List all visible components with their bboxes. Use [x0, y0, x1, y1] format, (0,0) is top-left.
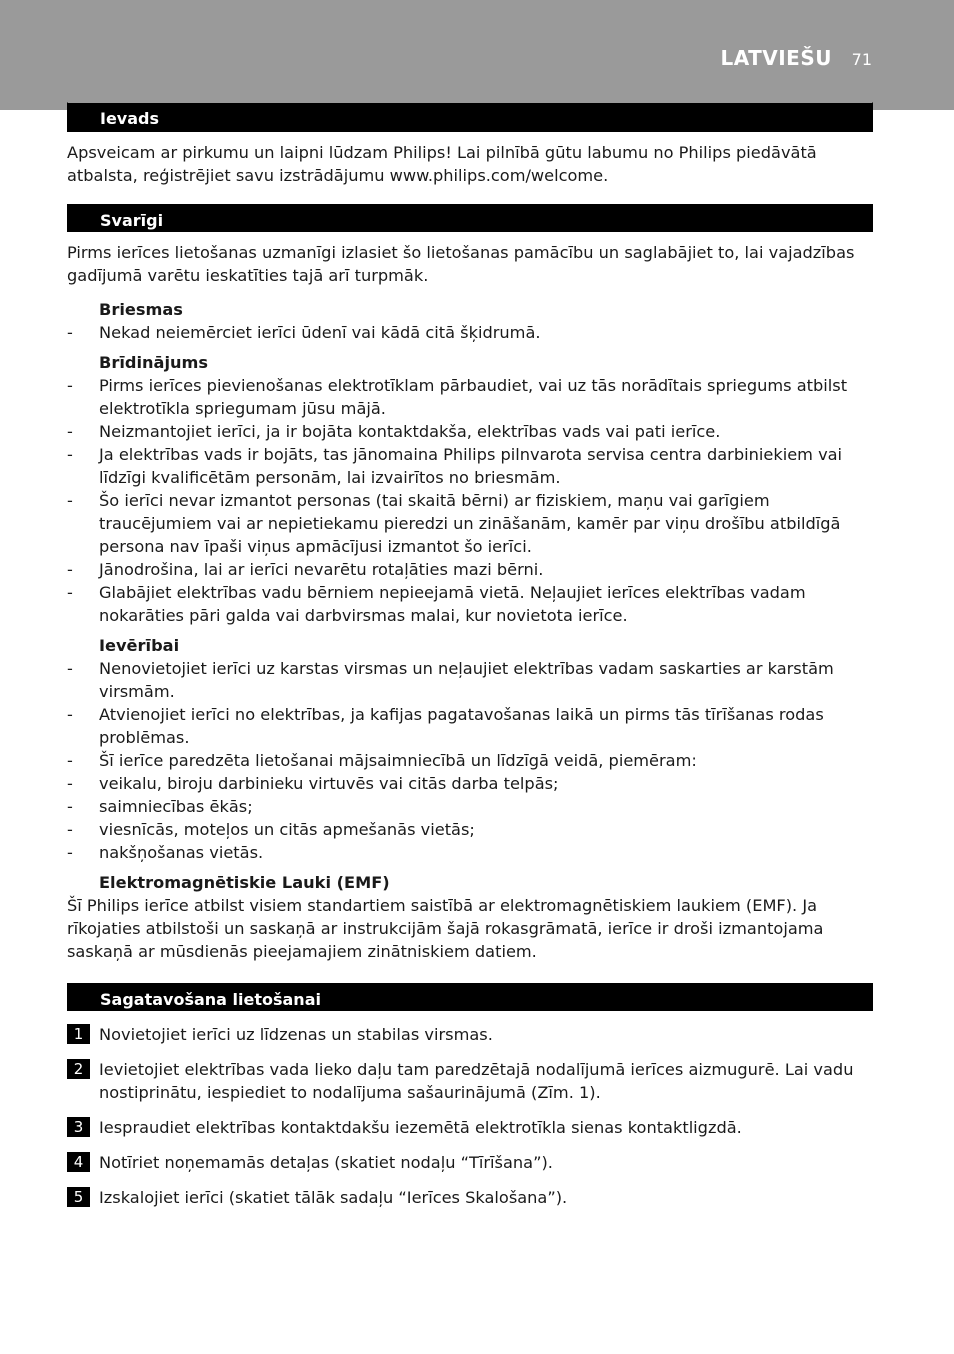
header-bar — [0, 0, 954, 110]
warning-list — [67, 374, 873, 627]
step-number: 4 — [67, 1152, 90, 1172]
list-item: - Neizmantojiet ierīci, ja ir bojāta kontaktdakša, elektrības vads vai pati ierīce. — [67, 422, 721, 441]
page-number: 71 — [851, 50, 872, 69]
list-item: - Šī ierīce paredzēta lietošanai mājsaimniecībā un līdzīgā veidā, piemēram: — [67, 751, 697, 770]
step-number: 1 — [67, 1024, 90, 1044]
danger-heading: Briesmas — [99, 300, 183, 319]
prep-steps — [67, 1023, 873, 1209]
list-item: - Glabājiet elektrības vadu bērniem nepieejamā vietā. Neļaujiet ierīces elektrības vadam nokarāties pāri galda vai darbvirsmas malai, kur novietota ierīce. — [67, 583, 806, 625]
list-item: - Nekad neiemērciet ierīci ūdenī vai kādā citā šķidrumā. — [67, 323, 541, 342]
list-item: - Nenovietojiet ierīci uz karstas virsmas un neļaujiet elektrības vadam saskarties ar karstām virsmām. — [67, 659, 834, 701]
list-item: - Pirms ierīces pievienošanas elektrotīklam pārbaudiet, vai uz tās norādītais spriegums atbilst elektrotīkla spriegumam jūsu mājā. — [67, 376, 848, 418]
list-item: - Ja elektrības vads ir bojāts, tas jānomaina Philips pilnvarota servisa centra darbiniekiem vai līdzīgi kvalificētām personām, lai izvairītos no briesmām. — [67, 445, 843, 487]
list-item: - Atvienojiet ierīci no elektrības, ja kafijas pagatavošanas laikā un pirms tās tīrīšanas rodas problēmas. — [67, 705, 824, 747]
section-heading-important: Svarīgi — [67, 204, 873, 232]
warning-heading: Brīdinājums — [99, 353, 209, 372]
section-heading-intro: Ievads — [67, 102, 873, 132]
list-item: - viesnīcās, moteļos un citās apmešanās vietās; — [67, 820, 475, 839]
step-item: 2 Ievietojiet elektrības vada lieko daļu tam paredzētajā nodalījumā ierīces aizmugurē. Lai vadu nostiprinātu, iespiediet to nodalījuma sašaurinājumā (Zīm. 1). — [67, 1058, 873, 1104]
list-item: - nakšņošanas vietās. — [67, 843, 264, 862]
emf-paragraph: Šī Philips ierīce atbilst visiem standartiem saistībā ar elektromagnētiskiem laukiem (EMF). Ja rīkojaties atbilstoši un saskaņā ar instrukcijām šajā rokasgrāmatā, ierīce ir droši izmantojama saskaņā ar mūsdienās pieejamajiem zinātniskiem datiem. — [67, 896, 824, 961]
step-item: 4 Notīriet noņemamās detaļas (skatiet nodaļu “Tīrīšana”). — [67, 1151, 873, 1174]
danger-list — [67, 321, 873, 344]
list-item: - veikalu, biroju darbinieku virtuvēs vai citās darba telpās; — [67, 774, 559, 793]
important-paragraph: Pirms ierīces lietošanas uzmanīgi izlasiet šo lietošanas pamācību un saglabājiet to, lai vajadzības gadījumā varētu ieskatīties tajā arī turpmāk. — [67, 243, 855, 285]
list-item: - Jānodrošina, lai ar ierīci nevarētu rotaļāties mazi bērni. — [67, 560, 544, 579]
intro-paragraph: Apsveicam ar pirkumu un laipni lūdzam Philips! Lai pilnībā gūtu labumu no Philips piedāvātā atbalsta, reģistrējiet savu izstrādājumu www.philips.com/welcome. — [67, 143, 817, 185]
step-number: 5 — [67, 1187, 90, 1207]
caution-heading: Ievērībai — [99, 636, 180, 655]
language-label: LATVIEŠU — [720, 46, 832, 70]
step-item: 1 Novietojiet ierīci uz līdzenas un stabilas virsmas. — [67, 1023, 873, 1046]
list-item: - saimniecības ēkās; — [67, 797, 253, 816]
list-item: - Šo ierīci nevar izmantot personas (tai skaitā bērni) ar fiziskiem, maņu vai garīgiem traucējumiem vai ar nepietiekamu pieredzi un zināšanām, kamēr par viņu drošību atbildīgā persona nav īpaši viņus apmācījusi izmantot šo ierīci. — [67, 491, 841, 556]
emf-heading: Elektromagnētiskie Lauki (EMF) — [99, 873, 390, 892]
caution-list — [67, 657, 873, 864]
step-item: 5 Izskalojiet ierīci (skatiet tālāk sadaļu “Ierīces Skalošana”). — [67, 1186, 873, 1209]
step-number: 3 — [67, 1117, 90, 1137]
page-content — [67, 102, 873, 1221]
step-item: 3 Iespraudiet elektrības kontaktdakšu iezemētā elektrotīkla sienas kontaktligzdā. — [67, 1116, 873, 1139]
step-number: 2 — [67, 1059, 90, 1079]
section-heading-prep: Sagatavošana lietošanai — [67, 983, 873, 1011]
